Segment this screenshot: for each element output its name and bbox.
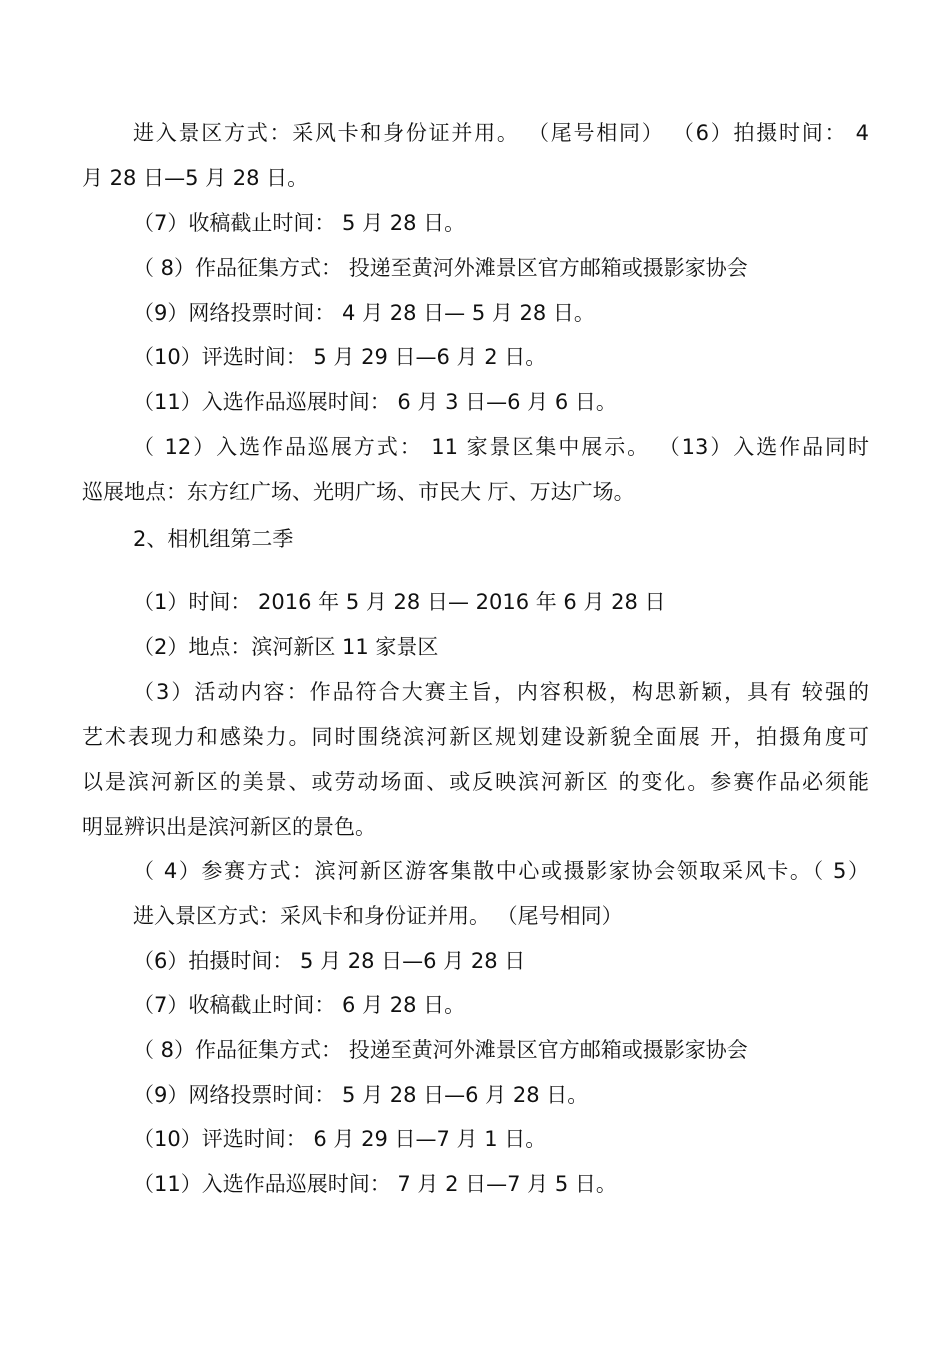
list-item: （2）地点：滨河新区 11 家景区	[133, 635, 439, 659]
list-item: （ 12）入选作品巡展方式： 11 家景区集中展示。 （13）入选作品同时	[133, 435, 869, 459]
list-item: （9）网络投票时间： 4 月 28 日— 5 月 28 日。	[133, 301, 595, 325]
list-item: （ 8）作品征集方式： 投递至黄河外滩景区官方邮箱或摄影家协会	[133, 1038, 748, 1062]
paragraph-line: 进入景区方式：采风卡和身份证并用。 （尾号相同）	[133, 904, 623, 928]
list-item: （11）入选作品巡展时间： 6 月 3 日—6 月 6 日。	[133, 390, 617, 414]
list-item: （3）活动内容：作品符合大赛主旨，内容积极，构思新颖，具有 较强的	[133, 680, 869, 704]
list-item: （9）网络投票时间： 5 月 28 日—6 月 28 日。	[133, 1083, 589, 1107]
paragraph-line: 以是滨河新区的美景、或劳动场面、或反映滨河新区 的变化。参赛作品必须能	[82, 770, 869, 794]
list-item: （ 4）参赛方式：滨河新区游客集散中心或摄影家协会领取采风卡。（ 5）	[133, 859, 869, 883]
paragraph-line: 进入景区方式：采风卡和身份证并用。 （尾号相同） （6）拍摄时间： 4	[133, 121, 869, 145]
section-heading: 2、相机组第二季	[133, 527, 294, 551]
list-item: （6）拍摄时间： 5 月 28 日—6 月 28 日	[133, 949, 526, 973]
list-item: （11）入选作品巡展时间： 7 月 2 日—7 月 5 日。	[133, 1172, 617, 1196]
list-item: （ 8）作品征集方式： 投递至黄河外滩景区官方邮箱或摄影家协会	[133, 256, 748, 280]
paragraph-line: 艺术表现力和感染力。同时围绕滨河新区规划建设新貌全面展 开，拍摄角度可	[82, 725, 869, 749]
paragraph-line: 明显辨识出是滨河新区的景色。	[82, 815, 376, 839]
list-item: （7）收稿截止时间： 6 月 28 日。	[133, 993, 466, 1017]
list-item: （7）收稿截止时间： 5 月 28 日。	[133, 211, 466, 235]
paragraph-line: 月 28 日—5 月 28 日。	[82, 166, 309, 190]
list-item: （10）评选时间： 5 月 29 日—6 月 2 日。	[133, 345, 547, 369]
list-item: （10）评选时间： 6 月 29 日—7 月 1 日。	[133, 1127, 547, 1151]
list-item: （1）时间： 2016 年 5 月 28 日— 2016 年 6 月 28 日	[133, 590, 666, 614]
paragraph-line: 巡展地点：东方红广场、光明广场、市民大 厅、万达广场。	[82, 480, 635, 504]
